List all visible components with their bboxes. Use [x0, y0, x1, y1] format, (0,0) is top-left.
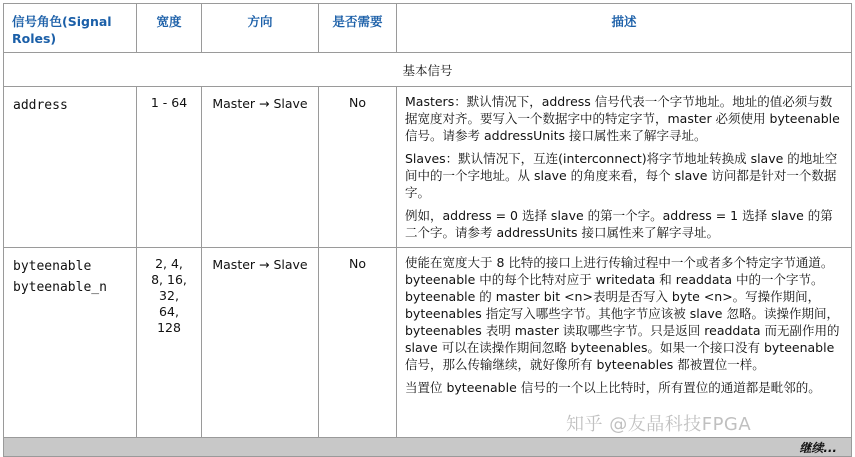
description-paragraph: 使能在宽度大于 8 比特的接口上进行传输过程中一个或者多个特定字节通道。byteenable 中的每个比特对应于 writedata 和 readdata 中的一个字节。byteenable 的 master bit <n>表明是否写入 byte <n>。写操作期间，byteenables 指定写入哪些字节。其他字节应该被 slave 忽略。读操作期间，byteenables 表明 master 读取哪些字节。只是返回 readdata 而无副作用的 slave 可以在读操作期间忽略 byteenables。如果一个接口没有 byteenable 信号，那么传输继续，就好像所有 byteenables 都被置位一样。	[405, 255, 840, 372]
signal-description	[397, 87, 852, 248]
signal-table	[3, 3, 852, 457]
header-signal-roles: 信号角色(Signal Roles)	[4, 4, 137, 53]
signal-name: byteenable_n	[13, 280, 107, 295]
header-row	[4, 4, 852, 53]
header-required: 是否需要	[319, 4, 397, 53]
signal-width-value: 2, 4, 8, 16, 32, 64, 128	[151, 256, 187, 335]
header-description: 描述	[397, 4, 852, 53]
header-direction: 方向	[202, 4, 319, 53]
section-title: 基本信号	[4, 53, 852, 87]
watermark: 知乎 @友晶科技FPGA	[566, 414, 752, 435]
signal-width	[137, 248, 202, 438]
continued-label: 继续...	[4, 438, 852, 457]
header-width: 宽度	[137, 4, 202, 53]
continued-row	[4, 438, 852, 457]
signal-name: address	[13, 98, 68, 113]
signal-direction: Master → Slave	[202, 87, 319, 248]
signal-width: 1 - 64	[137, 87, 202, 248]
signal-direction: Master → Slave	[202, 248, 319, 438]
signal-required: No	[319, 248, 397, 438]
signal-name-cell	[4, 87, 137, 248]
section-row	[4, 53, 852, 87]
table-row	[4, 248, 852, 438]
signal-name: byteenable	[13, 259, 92, 274]
description-paragraph: 例如，address = 0 选择 slave 的第一个字。address = 1 选择 slave 的第二个字。请参考 addressUnits 接口属性来了解字寻址。	[405, 208, 833, 240]
description-paragraph: 当置位 byteenable 信号的一个以上比特时，所有置位的通道都是毗邻的。	[405, 380, 821, 395]
signal-description	[397, 248, 852, 438]
signal-name-cell	[4, 248, 137, 438]
description-paragraph: Slaves：默认情况下，互连(interconnect)将字节地址转换成 slave 的地址空间中的一个字地址。从 slave 的角度来看，每个 slave 访问都是针对一个数据字。	[405, 151, 838, 200]
description-paragraph: Masters：默认情况下，address 信号代表一个字节地址。地址的值必须与数据宽度对齐。要写入一个数据字中的特定字节，master 必须使用 byteenable 信号。请参考 addressUnits 接口属性来了解字寻址。	[405, 94, 840, 143]
signal-required: No	[319, 87, 397, 248]
table-row	[4, 87, 852, 248]
